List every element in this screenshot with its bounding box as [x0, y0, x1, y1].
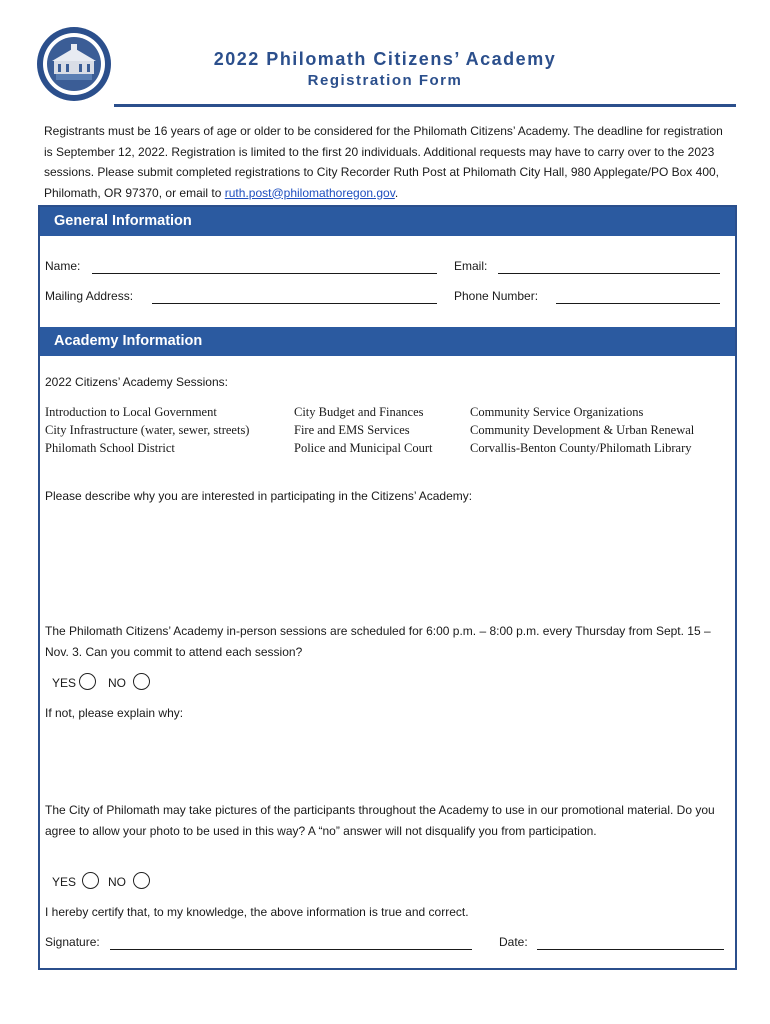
photo-yes-radio[interactable] — [82, 872, 99, 889]
signature-field[interactable] — [110, 949, 472, 950]
general-info-header: General Information — [40, 207, 735, 236]
schedule-yes-label: YES — [52, 676, 77, 690]
session-item: Community Development & Urban Renewal — [470, 423, 695, 437]
photo-no-radio[interactable] — [133, 872, 150, 889]
address-field[interactable] — [152, 303, 437, 304]
sessions-column-1 — [45, 403, 249, 457]
phone-label: Phone Number: — [454, 289, 539, 303]
schedule-yes-radio[interactable] — [79, 673, 96, 690]
session-item: City Budget and Finances — [294, 405, 424, 419]
phone-field[interactable] — [556, 303, 720, 304]
sessions-column-2 — [294, 403, 433, 457]
address-label: Mailing Address: — [45, 289, 134, 303]
photo-yes-label: YES — [52, 875, 77, 889]
academy-info-header: Academy Information — [40, 327, 735, 356]
form-box — [38, 205, 737, 970]
photo-question: The City of Philomath may take pictures of the participants throughout the Academy to use in our promotional material. Do you agree to allow your photo to be used in this way? A “no” answer will not disqualify you from participation. — [45, 803, 715, 838]
date-label: Date: — [499, 935, 528, 949]
form-title: 2022 Philomath Citizens’ Academy — [213, 49, 557, 69]
intro-end: . — [394, 185, 399, 200]
email-link[interactable]: ruth.post@philomathoregon.gov — [224, 185, 395, 200]
intro-text: Registrants must be 16 years of age or older to be considered for the Philomath Citizens’ Academy. The deadline for registration is September 12, 2022. Registration is limited to the first 20 individuals. Additional requests may have to carry over to the 2023 sessions. Please submit completed registrations to City Recorder Ruth Post at Philomath City Hall, 980 Applegate/PO Box 400, Philomath, OR 97370, or email to — [44, 124, 723, 200]
certify-statement: I hereby certify that, to my knowledge, the above information is true and correct. — [45, 905, 469, 919]
interest-question: Please describe why you are interested in participating in the Citizens’ Academy: — [45, 489, 473, 503]
session-item: Introduction to Local Government — [45, 405, 217, 419]
email-field[interactable] — [498, 273, 720, 274]
date-field[interactable] — [537, 949, 724, 950]
interest-answer-area[interactable] — [45, 509, 725, 619]
session-item: Philomath School District — [45, 441, 175, 455]
schedule-no-radio[interactable] — [133, 673, 150, 690]
explain-answer-area[interactable] — [45, 725, 725, 795]
session-item: City Infrastructure (water, sewer, streets) — [45, 423, 250, 437]
name-field[interactable] — [92, 273, 437, 274]
name-label: Name: — [45, 259, 81, 273]
session-item: Police and Municipal Court — [294, 441, 433, 455]
session-item: Fire and EMS Services — [294, 423, 410, 437]
session-item: Corvallis-Benton County/Philomath Library — [470, 441, 692, 455]
signature-label: Signature: — [45, 935, 100, 949]
schedule-question: The Philomath Citizens’ Academy in-person sessions are scheduled for 6:00 p.m. – 8:00 p.m. every Thursday from Sept. 15 – Nov. 3. Can you commit to attend each session? — [45, 624, 711, 659]
intro-paragraph — [44, 121, 734, 203]
header-rule — [114, 104, 736, 107]
explain-label: If not, please explain why: — [45, 706, 184, 720]
email-label: Email: — [454, 259, 488, 273]
session-item: Community Service Organizations — [470, 405, 644, 419]
sessions-column-3 — [470, 403, 694, 457]
photo-no-label: NO — [108, 875, 126, 889]
sessions-label: 2022 Citizens’ Academy Sessions: — [45, 375, 228, 389]
form-subtitle: Registration Form — [307, 72, 463, 89]
schedule-no-label: NO — [108, 676, 126, 690]
